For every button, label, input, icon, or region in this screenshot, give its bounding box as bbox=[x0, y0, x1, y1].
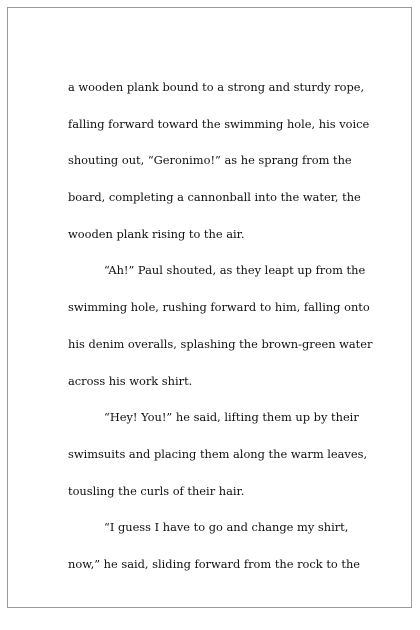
text-line: now,” he said, sliding forward from the rock to the bbox=[68, 556, 361, 571]
paragraph-first-line: “I guess I have to go and change my shirt, bbox=[104, 520, 349, 535]
text-line: a wooden plank bound to a strong and sturdy rope, bbox=[68, 80, 365, 94]
text-line: board, completing a cannonball into the water, the bbox=[68, 190, 361, 205]
body-text bbox=[68, 69, 378, 583]
text-line: his denim overalls, splashing the brown-green water bbox=[68, 336, 373, 351]
text-line: across his work shirt. bbox=[68, 373, 193, 388]
text-line: swimming hole, rushing forward to him, falling onto bbox=[68, 300, 370, 315]
text-line: swimsuits and placing them along the warm leaves, bbox=[68, 446, 368, 461]
paragraph-first-line: “Hey! You!” he said, lifting them up by their bbox=[104, 410, 359, 425]
text-line: falling forward toward the swimming hole, his voice bbox=[68, 116, 370, 131]
text-line: tousling the curls of their hair. bbox=[68, 483, 245, 498]
paragraph-first-line: “Ah!” Paul shouted, as they leapt up from the bbox=[104, 263, 366, 278]
document-page bbox=[7, 7, 412, 608]
text-line: wooden plank rising to the air. bbox=[68, 226, 245, 241]
text-line: shouting out, “Geronimo!” as he sprang from the bbox=[68, 153, 352, 168]
